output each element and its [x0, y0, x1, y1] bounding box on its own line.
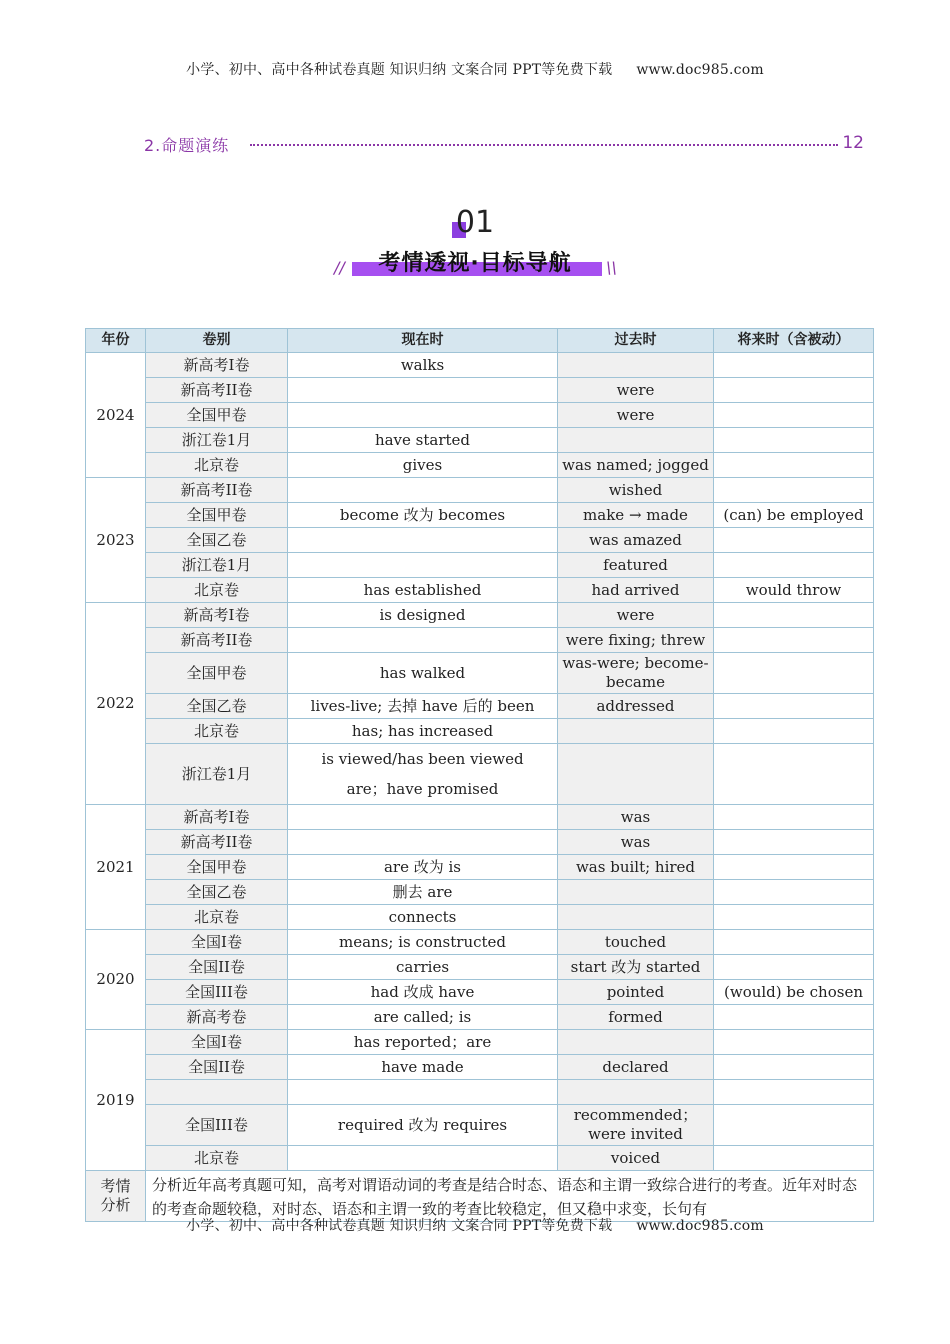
paper-cell: 新高考I卷	[146, 353, 288, 378]
past-tense-cell: were	[558, 403, 714, 428]
table-row	[86, 805, 874, 830]
year-cell: 2022	[86, 603, 146, 805]
present-tense-cell	[288, 528, 558, 553]
paper-cell: 新高考II卷	[146, 628, 288, 653]
future-tense-cell	[714, 1030, 874, 1055]
paper-cell: 北京卷	[146, 905, 288, 930]
table-row	[86, 378, 874, 403]
future-tense-cell	[714, 830, 874, 855]
present-tense-cell: required 改为 requires	[288, 1105, 558, 1146]
future-tense-cell	[714, 428, 874, 453]
table-row	[86, 830, 874, 855]
past-tense-cell: wished	[558, 478, 714, 503]
header-year: 年份	[86, 329, 146, 353]
present-tense-cell: is viewed/has been viewed are；have promised	[288, 744, 558, 805]
table-row	[86, 1146, 874, 1171]
future-tense-cell	[714, 1080, 874, 1105]
past-tense-cell: was-were; become-became	[558, 653, 714, 694]
year-cell: 2024	[86, 353, 146, 478]
header-future: 将来时（含被动）	[714, 329, 874, 353]
future-tense-cell	[714, 478, 874, 503]
year-cell: 2019	[86, 1030, 146, 1171]
analysis-row	[86, 1171, 874, 1222]
table-header-row	[86, 329, 874, 353]
future-tense-cell	[714, 955, 874, 980]
present-tense-cell	[288, 378, 558, 403]
present-tense-cell: has walked	[288, 653, 558, 694]
paper-cell: 全国I卷	[146, 930, 288, 955]
table-row	[86, 653, 874, 694]
paper-cell: 全国甲卷	[146, 855, 288, 880]
table-row	[86, 880, 874, 905]
table-row	[86, 428, 874, 453]
section-number: 01	[455, 205, 495, 240]
past-tense-cell: declared	[558, 1055, 714, 1080]
past-tense-cell: pointed	[558, 980, 714, 1005]
table-row	[86, 553, 874, 578]
slash-decoration-right: \\	[606, 258, 617, 277]
page-header	[0, 59, 950, 79]
past-tense-cell: was	[558, 830, 714, 855]
table-row	[86, 905, 874, 930]
past-tense-cell	[558, 744, 714, 805]
present-tense-cell: walks	[288, 353, 558, 378]
past-tense-cell: was amazed	[558, 528, 714, 553]
past-tense-cell: were	[558, 378, 714, 403]
paper-cell: 浙江卷1月	[146, 744, 288, 805]
past-tense-cell: was built; hired	[558, 855, 714, 880]
past-tense-cell	[558, 880, 714, 905]
present-tense-cell	[288, 403, 558, 428]
past-tense-cell: recommended； were invited	[558, 1105, 714, 1146]
table-row	[86, 955, 874, 980]
paper-cell: 全国II卷	[146, 955, 288, 980]
table-row	[86, 719, 874, 744]
future-tense-cell	[714, 855, 874, 880]
past-tense-cell	[558, 353, 714, 378]
year-cell: 2023	[86, 478, 146, 603]
year-cell: 2020	[86, 930, 146, 1030]
paper-cell	[146, 1080, 288, 1105]
future-tense-cell: (would) be chosen	[714, 980, 874, 1005]
footer-text: 小学、初中、高中各种试卷真题 知识归纳 文案合同 PPT等免费下载	[186, 1218, 613, 1234]
future-tense-cell	[714, 1105, 874, 1146]
paper-cell: 全国甲卷	[146, 403, 288, 428]
paper-cell: 全国III卷	[146, 980, 288, 1005]
present-tense-cell: are called; is	[288, 1005, 558, 1030]
present-tense-cell	[288, 628, 558, 653]
past-tense-cell	[558, 719, 714, 744]
footer-url[interactable]: www.doc985.com	[636, 1218, 764, 1234]
table-row	[86, 1055, 874, 1080]
present-tense-cell: is designed	[288, 603, 558, 628]
future-tense-cell	[714, 378, 874, 403]
exam-analysis-table	[85, 328, 874, 1222]
future-tense-cell	[714, 805, 874, 830]
future-tense-cell	[714, 905, 874, 930]
future-tense-cell	[714, 353, 874, 378]
past-tense-cell	[558, 1030, 714, 1055]
table-row	[86, 1030, 874, 1055]
present-tense-cell	[288, 553, 558, 578]
page-footer	[0, 1215, 950, 1235]
table-row	[86, 528, 874, 553]
present-tense-cell	[288, 1080, 558, 1105]
analysis-label: 考情 分析	[86, 1171, 146, 1222]
paper-cell: 全国甲卷	[146, 653, 288, 694]
present-tense-cell: has established	[288, 578, 558, 603]
paper-cell: 全国乙卷	[146, 528, 288, 553]
paper-cell: 新高考II卷	[146, 830, 288, 855]
paper-cell: 全国II卷	[146, 1055, 288, 1080]
table-row	[86, 980, 874, 1005]
table-row	[86, 855, 874, 880]
header-present: 现在时	[288, 329, 558, 353]
toc-entry[interactable]	[144, 133, 864, 155]
future-tense-cell: (can) be employed	[714, 503, 874, 528]
present-tense-cell: connects	[288, 905, 558, 930]
future-tense-cell	[714, 1055, 874, 1080]
toc-page-number: 12	[842, 133, 864, 153]
table-row	[86, 694, 874, 719]
paper-cell: 北京卷	[146, 453, 288, 478]
paper-cell: 浙江卷1月	[146, 553, 288, 578]
present-tense-cell: have made	[288, 1055, 558, 1080]
table-row	[86, 403, 874, 428]
table-row	[86, 744, 874, 805]
past-tense-cell: were	[558, 603, 714, 628]
paper-cell: 全国乙卷	[146, 880, 288, 905]
past-tense-cell: make → made	[558, 503, 714, 528]
toc-leader-dots	[250, 144, 838, 146]
past-tense-cell: formed	[558, 1005, 714, 1030]
table-row	[86, 503, 874, 528]
year-cell: 2021	[86, 805, 146, 930]
present-tense-cell: gives	[288, 453, 558, 478]
past-tense-cell: touched	[558, 930, 714, 955]
table-row	[86, 453, 874, 478]
past-tense-cell: had arrived	[558, 578, 714, 603]
future-tense-cell	[714, 719, 874, 744]
future-tense-cell	[714, 528, 874, 553]
past-tense-cell: were fixing; threw	[558, 628, 714, 653]
paper-cell: 全国乙卷	[146, 694, 288, 719]
paper-cell: 北京卷	[146, 578, 288, 603]
paper-cell: 新高考卷	[146, 1005, 288, 1030]
present-tense-cell: had 改成 have	[288, 980, 558, 1005]
present-tense-cell: has reported；are	[288, 1030, 558, 1055]
table-row	[86, 1080, 874, 1105]
table-row	[86, 1105, 874, 1146]
table-row	[86, 353, 874, 378]
future-tense-cell	[714, 653, 874, 694]
section-title: 考情透视·目标导航	[378, 251, 572, 276]
present-tense-cell: has; has increased	[288, 719, 558, 744]
header-paper: 卷别	[146, 329, 288, 353]
future-tense-cell	[714, 1146, 874, 1171]
paper-cell: 全国III卷	[146, 1105, 288, 1146]
present-tense-cell: 删去 are	[288, 880, 558, 905]
future-tense-cell	[714, 744, 874, 805]
past-tense-cell	[558, 1080, 714, 1105]
past-tense-cell: featured	[558, 553, 714, 578]
present-tense-cell	[288, 1146, 558, 1171]
analysis-text: 分析近年高考真题可知，高考对谓语动词的考查是结合时态、语态和主谓一致综合进行的考查。近年对时态的考查命题较稳，对时态、语态和主谓一致的考查比较稳定，但又稳中求变，长句有	[146, 1171, 874, 1222]
slash-decoration-left: //	[334, 258, 345, 277]
present-tense-cell	[288, 830, 558, 855]
future-tense-cell: would throw	[714, 578, 874, 603]
future-tense-cell	[714, 1005, 874, 1030]
future-tense-cell	[714, 880, 874, 905]
past-tense-cell: was named; jogged	[558, 453, 714, 478]
future-tense-cell	[714, 930, 874, 955]
past-tense-cell	[558, 905, 714, 930]
paper-cell: 新高考II卷	[146, 378, 288, 403]
table-row	[86, 603, 874, 628]
past-tense-cell: voiced	[558, 1146, 714, 1171]
toc-label[interactable]: 2.命题演练	[144, 136, 230, 155]
paper-cell: 全国I卷	[146, 1030, 288, 1055]
past-tense-cell	[558, 428, 714, 453]
present-tense-cell: become 改为 becomes	[288, 503, 558, 528]
paper-cell: 新高考I卷	[146, 805, 288, 830]
header-url[interactable]: www.doc985.com	[636, 62, 764, 78]
present-tense-cell	[288, 478, 558, 503]
table-row	[86, 1005, 874, 1030]
past-tense-cell: was	[558, 805, 714, 830]
paper-cell: 北京卷	[146, 719, 288, 744]
present-tense-cell: carries	[288, 955, 558, 980]
present-tense-cell: are 改为 is	[288, 855, 558, 880]
future-tense-cell	[714, 453, 874, 478]
past-tense-cell: addressed	[558, 694, 714, 719]
past-tense-cell: start 改为 started	[558, 955, 714, 980]
table-row	[86, 478, 874, 503]
future-tense-cell	[714, 403, 874, 428]
present-tense-cell: have started	[288, 428, 558, 453]
present-tense-cell: means; is constructed	[288, 930, 558, 955]
table-row	[86, 930, 874, 955]
paper-cell: 北京卷	[146, 1146, 288, 1171]
present-tense-cell	[288, 805, 558, 830]
table-row	[86, 578, 874, 603]
header-text: 小学、初中、高中各种试卷真题 知识归纳 文案合同 PPT等免费下载	[186, 62, 613, 78]
future-tense-cell	[714, 628, 874, 653]
present-tense-cell: lives-live; 去掉 have 后的 been	[288, 694, 558, 719]
paper-cell: 全国甲卷	[146, 503, 288, 528]
header-past: 过去时	[558, 329, 714, 353]
table-row	[86, 628, 874, 653]
future-tense-cell	[714, 603, 874, 628]
future-tense-cell	[714, 553, 874, 578]
paper-cell: 浙江卷1月	[146, 428, 288, 453]
paper-cell: 新高考I卷	[146, 603, 288, 628]
future-tense-cell	[714, 694, 874, 719]
paper-cell: 新高考II卷	[146, 478, 288, 503]
